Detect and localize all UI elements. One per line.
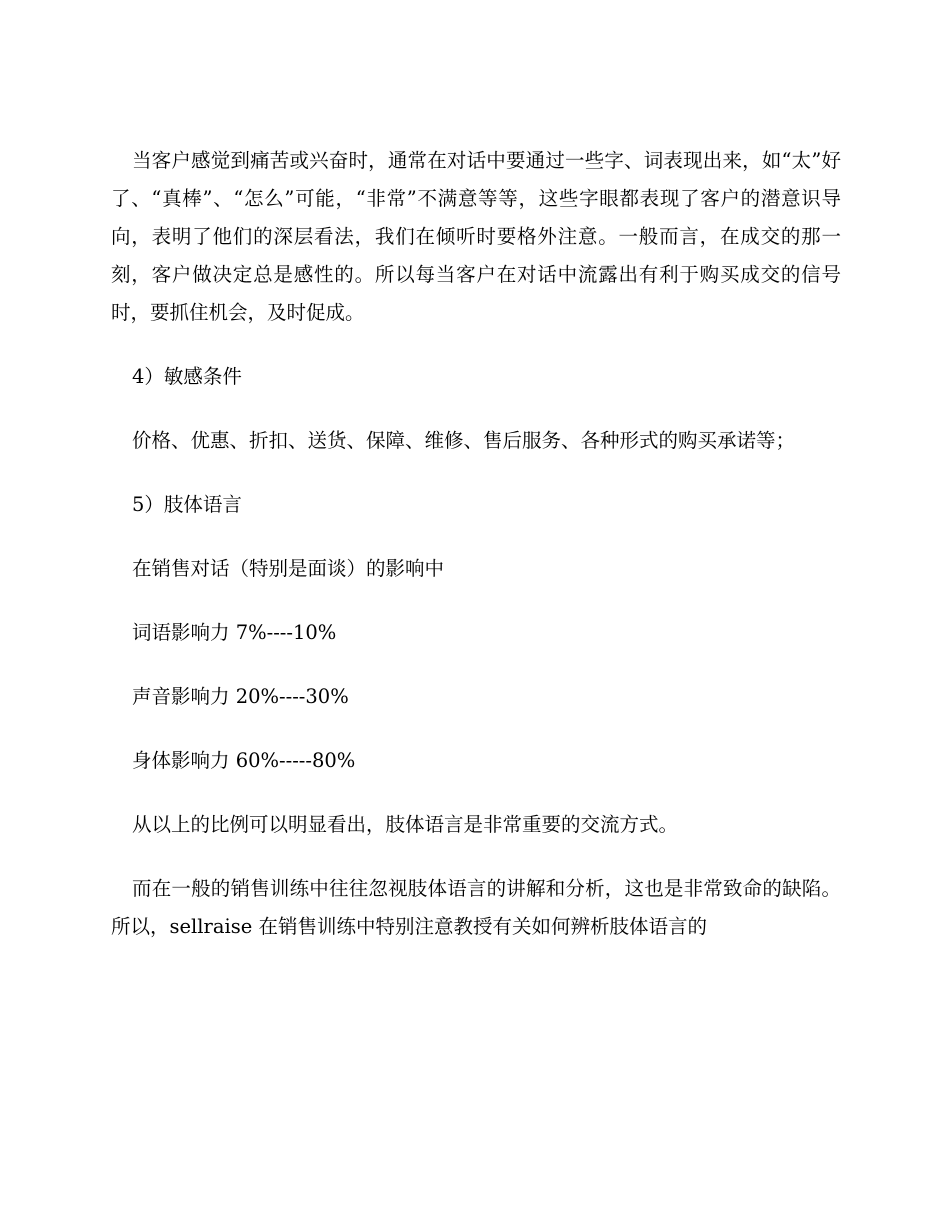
- paragraph-word-influence: 词语影响力 7%----10%: [132, 621, 337, 644]
- paragraph-training-note: 而在一般的销售训练中往往忽视肢体语言的讲解和分析，这也是非常致命的缺陷。所以，sellraise 在销售训练中特别注意教授有关如何辨析肢体语言的: [111, 877, 841, 938]
- heading-sensitive-conditions: 4）敏感条件: [132, 365, 242, 388]
- paragraph-customer-emotion-signals: 当客户感觉到痛苦或兴奋时，通常在对话中要通过一些字、词表现出来，如“太”好了、“真棒”、“怎么”可能，“非常”不满意等等，这些字眼都表现了客户的潜意识导向，表明了他们的深层看法，我们在倾听时要格外注意。一般而言，在成交的那一刻，客户做决定总是感性的。所以每当客户在对话中流露出有利于购买成交的信号时，要抓住机会，及时促成。: [111, 149, 841, 324]
- paragraph-body-language-importance: 从以上的比例可以明显看出，肢体语言是非常重要的交流方式。: [132, 813, 679, 836]
- paragraph-influence-intro: 在销售对话（特别是面谈）的影响中: [132, 557, 445, 580]
- document-body: [111, 142, 841, 946]
- paragraph-body-influence: 身体影响力 60%-----80%: [132, 749, 356, 772]
- paragraph-sensitive-conditions-list: 价格、优惠、折扣、送货、保障、维修、售后服务、各种形式的购买承诺等；: [132, 429, 796, 452]
- heading-body-language: 5）肢体语言: [132, 493, 242, 516]
- paragraph-voice-influence: 声音影响力 20%----30%: [132, 685, 349, 708]
